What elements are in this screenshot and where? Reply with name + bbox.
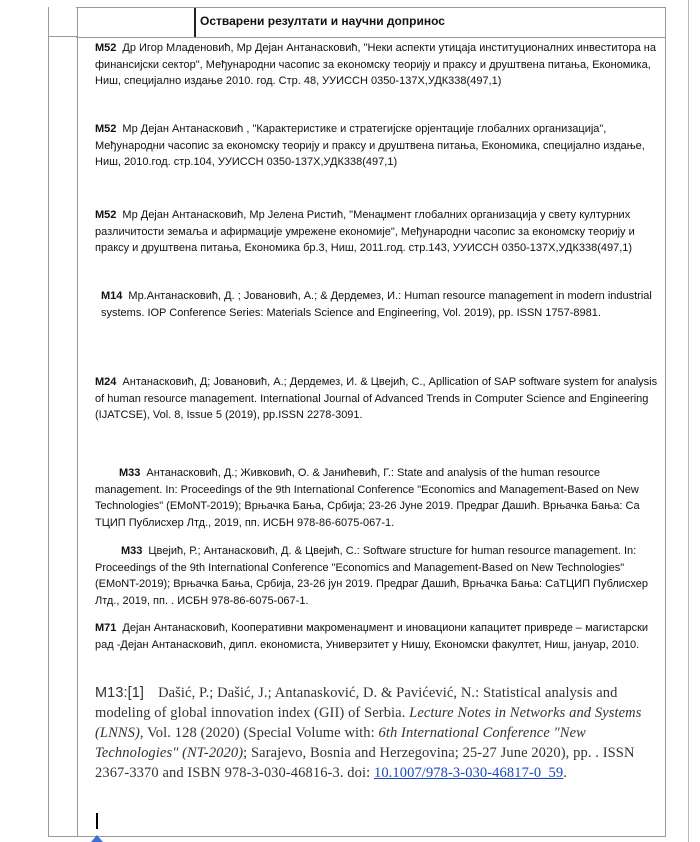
reference-code: M14: [101, 290, 123, 302]
reference-entry[interactable]: [95, 374, 661, 424]
table-left-column: [48, 7, 78, 837]
reference-code: M13:[1]: [95, 685, 145, 701]
reference-series-title: Lecture Notes in Networks and Systems (LNNS): [95, 705, 642, 741]
table-left-header-cell: [49, 7, 77, 37]
reference-code: M33: [119, 467, 141, 479]
reference-entry[interactable]: [95, 207, 661, 257]
doi-link[interactable]: 10.1007/978-3-030-46817-0_59: [373, 765, 564, 781]
cursor-position-marker[interactable]: [91, 835, 103, 842]
reference-entry[interactable]: [95, 543, 661, 609]
reference-code: M52: [95, 42, 117, 54]
text-insertion-cursor: [96, 813, 98, 829]
reference-code: M52: [95, 209, 117, 221]
reference-code: M33: [121, 545, 143, 557]
reference-entry[interactable]: [95, 620, 661, 653]
reference-entry[interactable]: [95, 465, 661, 531]
reference-text-part2: , Vol. 128 (2020) (Special Volume with:: [139, 725, 379, 741]
reference-entry[interactable]: [95, 40, 661, 90]
reference-entry[interactable]: [101, 288, 661, 321]
reference-text-part1: Dašić, P.; Dašić, J.; Antanasković, D. & Pavićević, N.: Statistical analysis and modeling of global innovation index (GII) of Serbia.: [95, 685, 618, 721]
reference-text: Др Игор Младеновић, Мр Дејан Антанасковић, "Неки аспекти утицаја институционалних инвеститора на финансијски сектор", Међународни часопис за економску теорију и праксу и друштвена питања, Економика, Ниш, специјално издање 2010. год. Стр. 48, УУИССН 0350-137Х,УДК338(497,1): [95, 42, 656, 87]
reference-text: Дејан Антанасковић, Кооперативни макроменаџмент и иновациони капацитет привреде – магистарски рад -Дејан Антанасковић, дипл. економиста, Универзитет у Нишу, Економски факултет, Ниш, јануар, 2010.: [95, 622, 649, 651]
reference-code: M24: [95, 376, 117, 388]
table-bottom-border: [48, 836, 665, 837]
reference-code: M52: [95, 123, 117, 135]
table-header-cell: [76, 7, 665, 38]
reference-entry-serif[interactable]: [95, 683, 661, 783]
reference-text: Антанасковић, Д; Јовановић, А.; Дердемез, И. & Цвејић, С., Apllication of SAP software system for analysis of human resource management. International Journal of Advanced Trends in Computer Science and Engineering (IJATCSE), Vol. 8, Issue 5 (2019), pp.ISSN 2278-3091.: [95, 376, 658, 421]
reference-text-part4: .: [563, 765, 567, 781]
reference-text: Цвејић, Р.; Антанасковић, Д. & Цвејић, С.: Software structure for human resource management. In: Proceedings of the 9th International Conference "Economics and Management-Based on New Technologies" (EMoNT-2019); Врњачка Бања, Србија, 23-26 јун 2019. Предраг Дашић, Врњачка Бања: СаТЦИП Публисхер Лтд., 2019, пп. . ИСБН 978-86-6075-067-1.: [95, 545, 649, 607]
reference-conference-title: 6th International Conference "New Technologies" (NT-2020): [95, 725, 586, 761]
reference-code: M71: [95, 622, 117, 634]
reference-text: Антанасковић, Д.; Живковић, О. & Јанићевић, Г.: State and analysis of the human resource management. In: Proceedings of the 9th International Conference "Economics and Management-Based on New Technologies" (EMoNT-2019); Врњачка Бања, Србија; 23-26 Јуне 2019. Предраг Дашић. Врњачка Бања: Са ТЦИП Публисхер Лтд., 2019, пп. ИСБН 978-86-6075-067-1.: [95, 467, 640, 529]
text-cursor-mark: [194, 8, 196, 37]
reference-text: Мр.Антанасковић, Д. ; Јовановић, А.; & Дердемез, И.: Human resource management in modern industrial systems. IOP Conference Series: Materials Science and Engineering, Vol. 2019), pp. ISSN 1757-8981.: [101, 290, 652, 319]
section-title: Остварени резултати и научни допринос: [200, 14, 445, 28]
reference-text: Мр Дејан Антанасковић , "Карактеристике и стратегијске орјентације глобалних организација", Међународни часопис за економску теорију и праксу и друштвена питања, Економика, специјално издање, Ниш, 2010.год. стр.104, УУИССН 0350-137Х,УДК338(497,1): [95, 123, 645, 168]
reference-text: Мр Дејан Антанасковић, Мр Јелена Ристић, "Менаџмент глобалних организација у свету културних различитости земаља и афирмације умрежене економије", Међународни часопис за економску теорију и праксу и друштвена питања, Економика бр.3, Ниш, 2011.год. стр.143, УУИССН 0350-137Х,УДК338(497,1): [95, 209, 635, 254]
page-edge: [688, 0, 689, 842]
reference-text-part3: ; Sarajevo, Bosnia and Herzegovina; 25-27 June 2020), pp. . ISSN 2367-3370 and ISBN 978-3-030-46816-3. doi:: [95, 745, 635, 781]
reference-entry[interactable]: [95, 121, 661, 171]
